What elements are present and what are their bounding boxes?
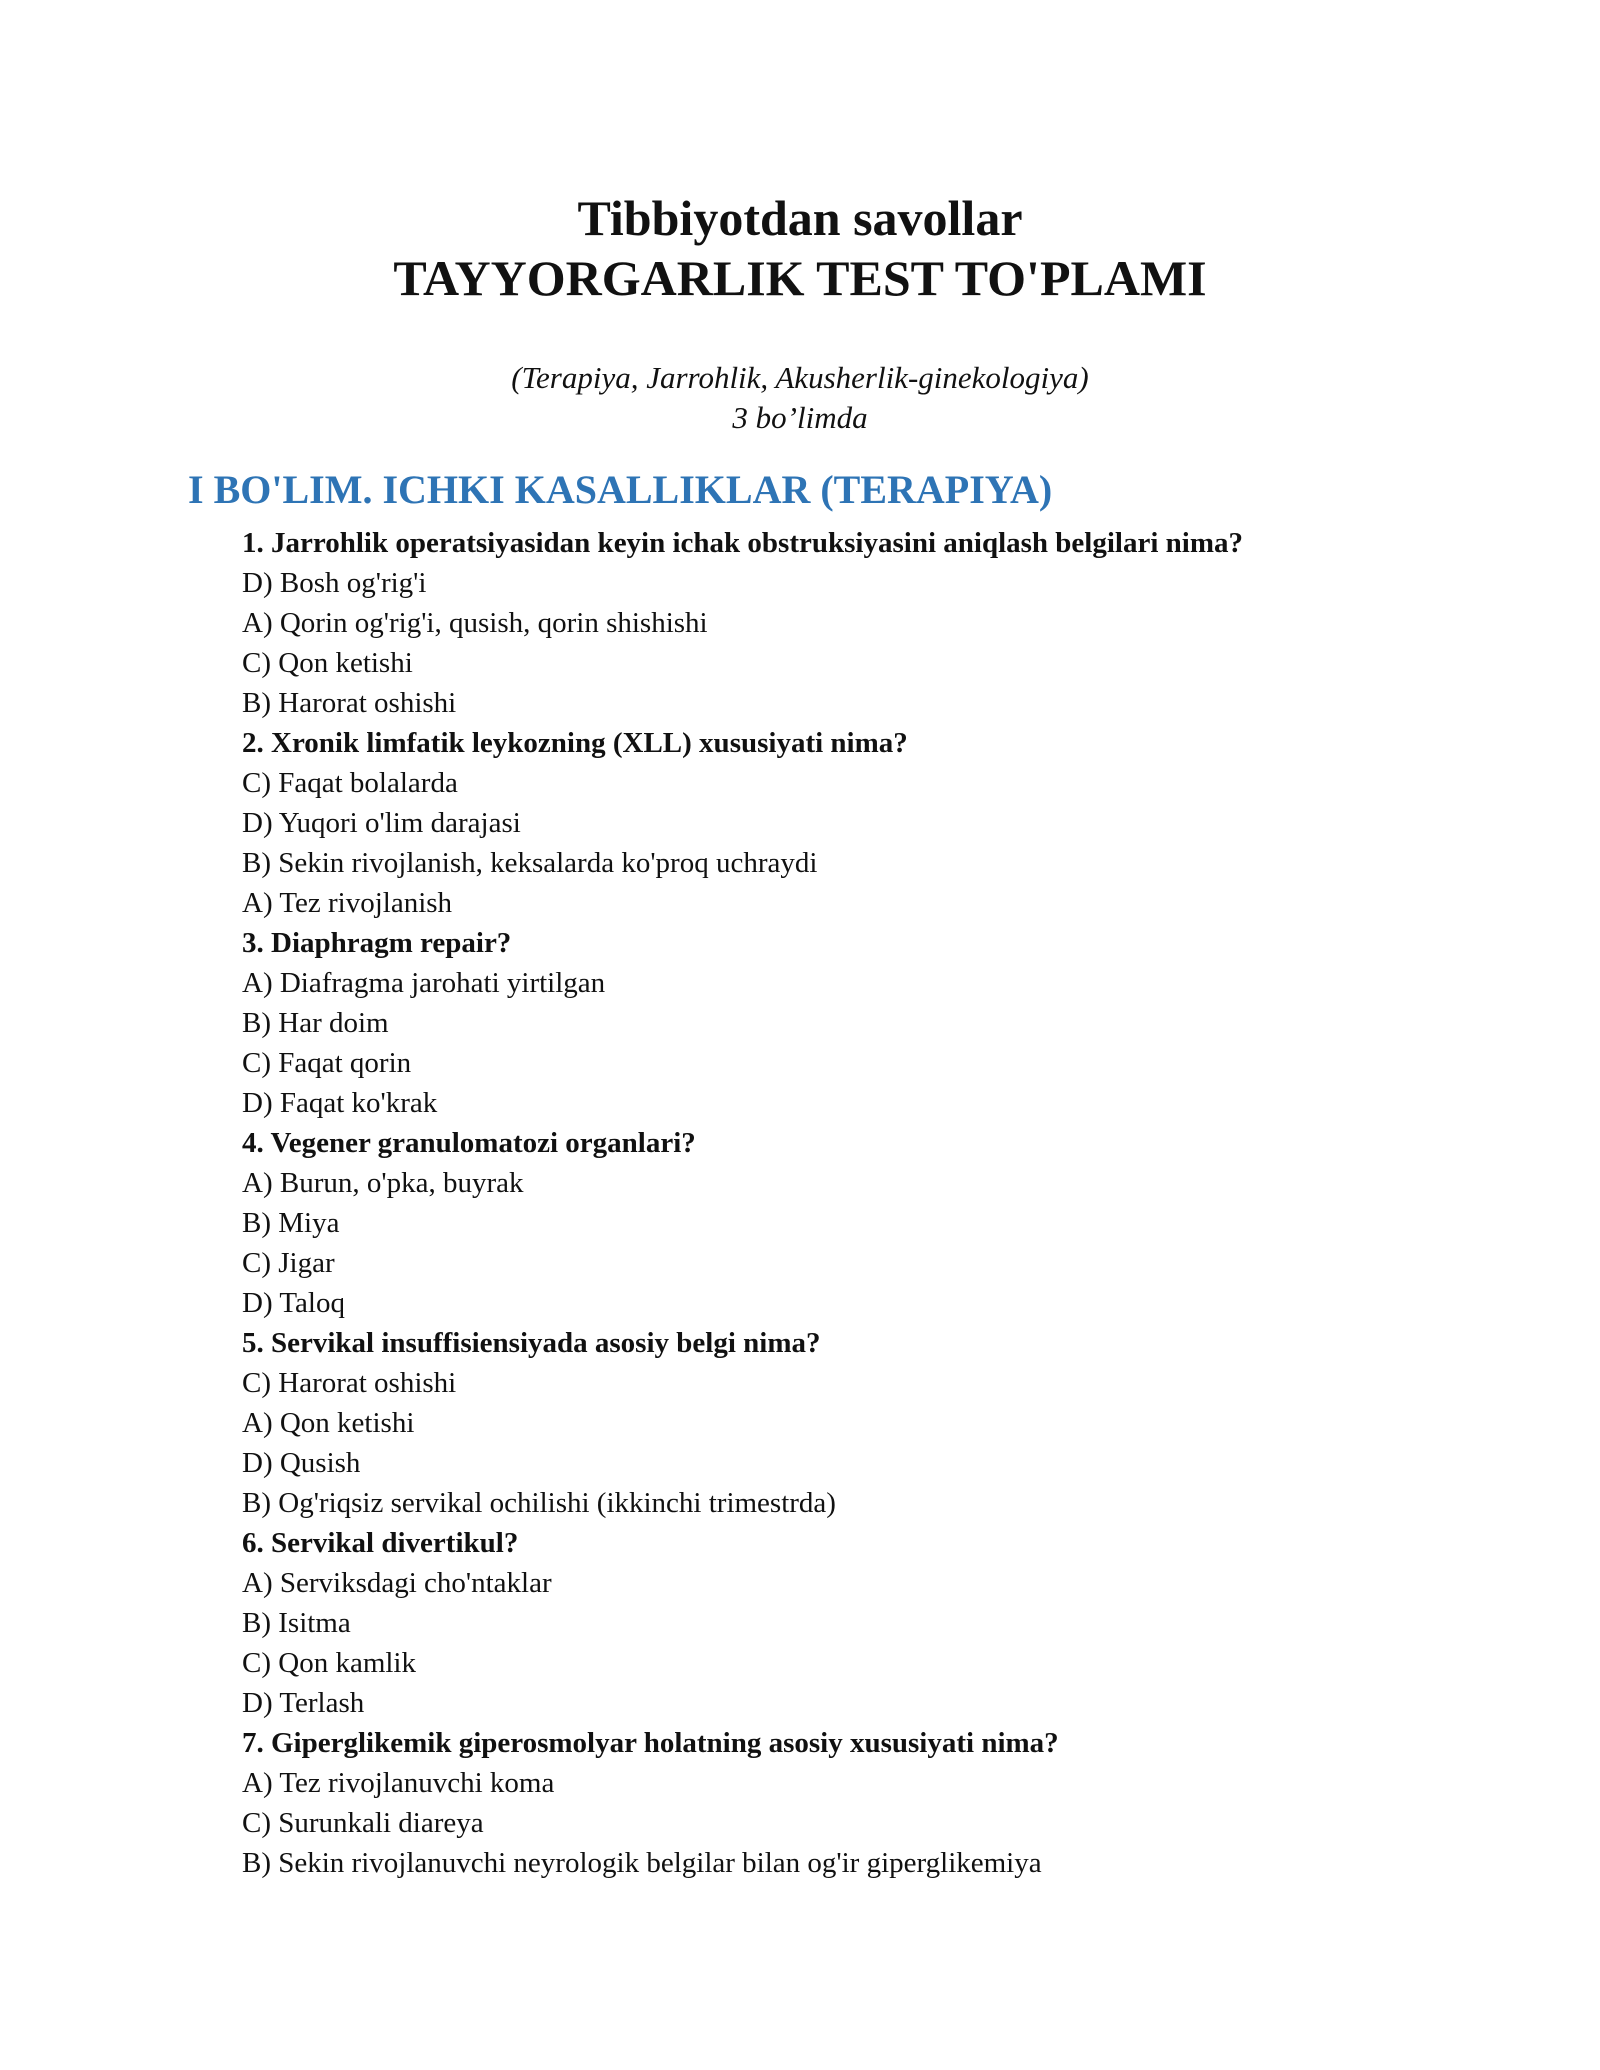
document-subtitle-main: TAYYORGARLIK TEST TO'PLAMI [393,250,1207,306]
parts-count-line: 3 bo’limda [732,400,868,435]
answer-option: B) Har doim [242,1007,389,1039]
answer-option: B) Isitma [242,1607,351,1639]
answer-option: B) Harorat oshishi [242,687,457,719]
answer-option: B) Sekin rivojlanuvchi neyrologik belgilar bilan og'ir giperglikemiya [242,1847,1042,1879]
answer-option: A) Serviksdagi cho'ntaklar [242,1567,552,1599]
question-item [242,1123,1542,1323]
title-block [0,188,1600,308]
answer-option: D) Faqat ko'krak [242,1087,438,1119]
answer-option: D) Yuqori o'lim darajasi [242,807,521,839]
question-item [242,723,1542,923]
question-text: 5. Servikal insuffisiensiyada asosiy belgi nima? [242,1327,821,1359]
answer-option: A) Tez rivojlanuvchi koma [242,1767,555,1799]
answer-option: C) Faqat qorin [242,1047,412,1079]
question-text: 7. Giperglikemik giperosmolyar holatning asosiy xususiyati nima? [242,1727,1059,1759]
question-item [242,923,1542,1123]
question-text: 6. Servikal divertikul? [242,1527,519,1559]
subtitle-block [0,358,1600,438]
answer-option: C) Harorat oshishi [242,1367,457,1399]
question-item [242,1723,1542,1883]
section-heading: I BO'LIM. ICHKI KASALLIKLAR (TERAPIYA) [188,467,1053,512]
answer-option: A) Diafragma jarohati yirtilgan [242,967,606,999]
answer-option: C) Jigar [242,1247,335,1279]
answer-option: B) Miya [242,1207,340,1239]
answer-option: B) Sekin rivojlanish, keksalarda ko'proq uchraydi [242,847,818,879]
answer-option: A) Burun, o'pka, buyrak [242,1167,524,1199]
answer-option: C) Qon ketishi [242,647,413,679]
answer-option: A) Qorin og'rig'i, qusish, qorin shishishi [242,607,708,639]
question-text: 1. Jarrohlik operatsiyasidan keyin ichak obstruksiyasini aniqlash belgilari nima? [242,527,1243,559]
question-item [242,1323,1542,1523]
question-text: 3. Diaphragm repair? [242,927,512,959]
answer-option: D) Bosh og'rig'i [242,567,427,599]
document-title: Tibbiyotdan savollar [577,190,1023,246]
question-list [242,523,1542,1883]
disciplines-line: (Terapiya, Jarrohlik, Akusherlik-ginekologiya) [511,360,1089,395]
question-text: 4. Vegener granulomatozi organlari? [242,1127,696,1159]
answer-option: D) Qusish [242,1447,361,1479]
answer-option: A) Tez rivojlanish [242,887,453,919]
question-item [242,1523,1542,1723]
answer-option: C) Faqat bolalarda [242,767,458,799]
question-item [242,523,1542,723]
answer-option: D) Terlash [242,1687,365,1719]
answer-option: D) Taloq [242,1287,345,1319]
answer-option: C) Qon kamlik [242,1647,416,1679]
answer-option: B) Og'riqsiz servikal ochilishi (ikkinchi trimestrda) [242,1487,836,1519]
question-text: 2. Xronik limfatik leykozning (XLL) xususiyati nima? [242,727,908,759]
answer-option: C) Surunkali diareya [242,1807,484,1839]
answer-option: A) Qon ketishi [242,1407,415,1439]
